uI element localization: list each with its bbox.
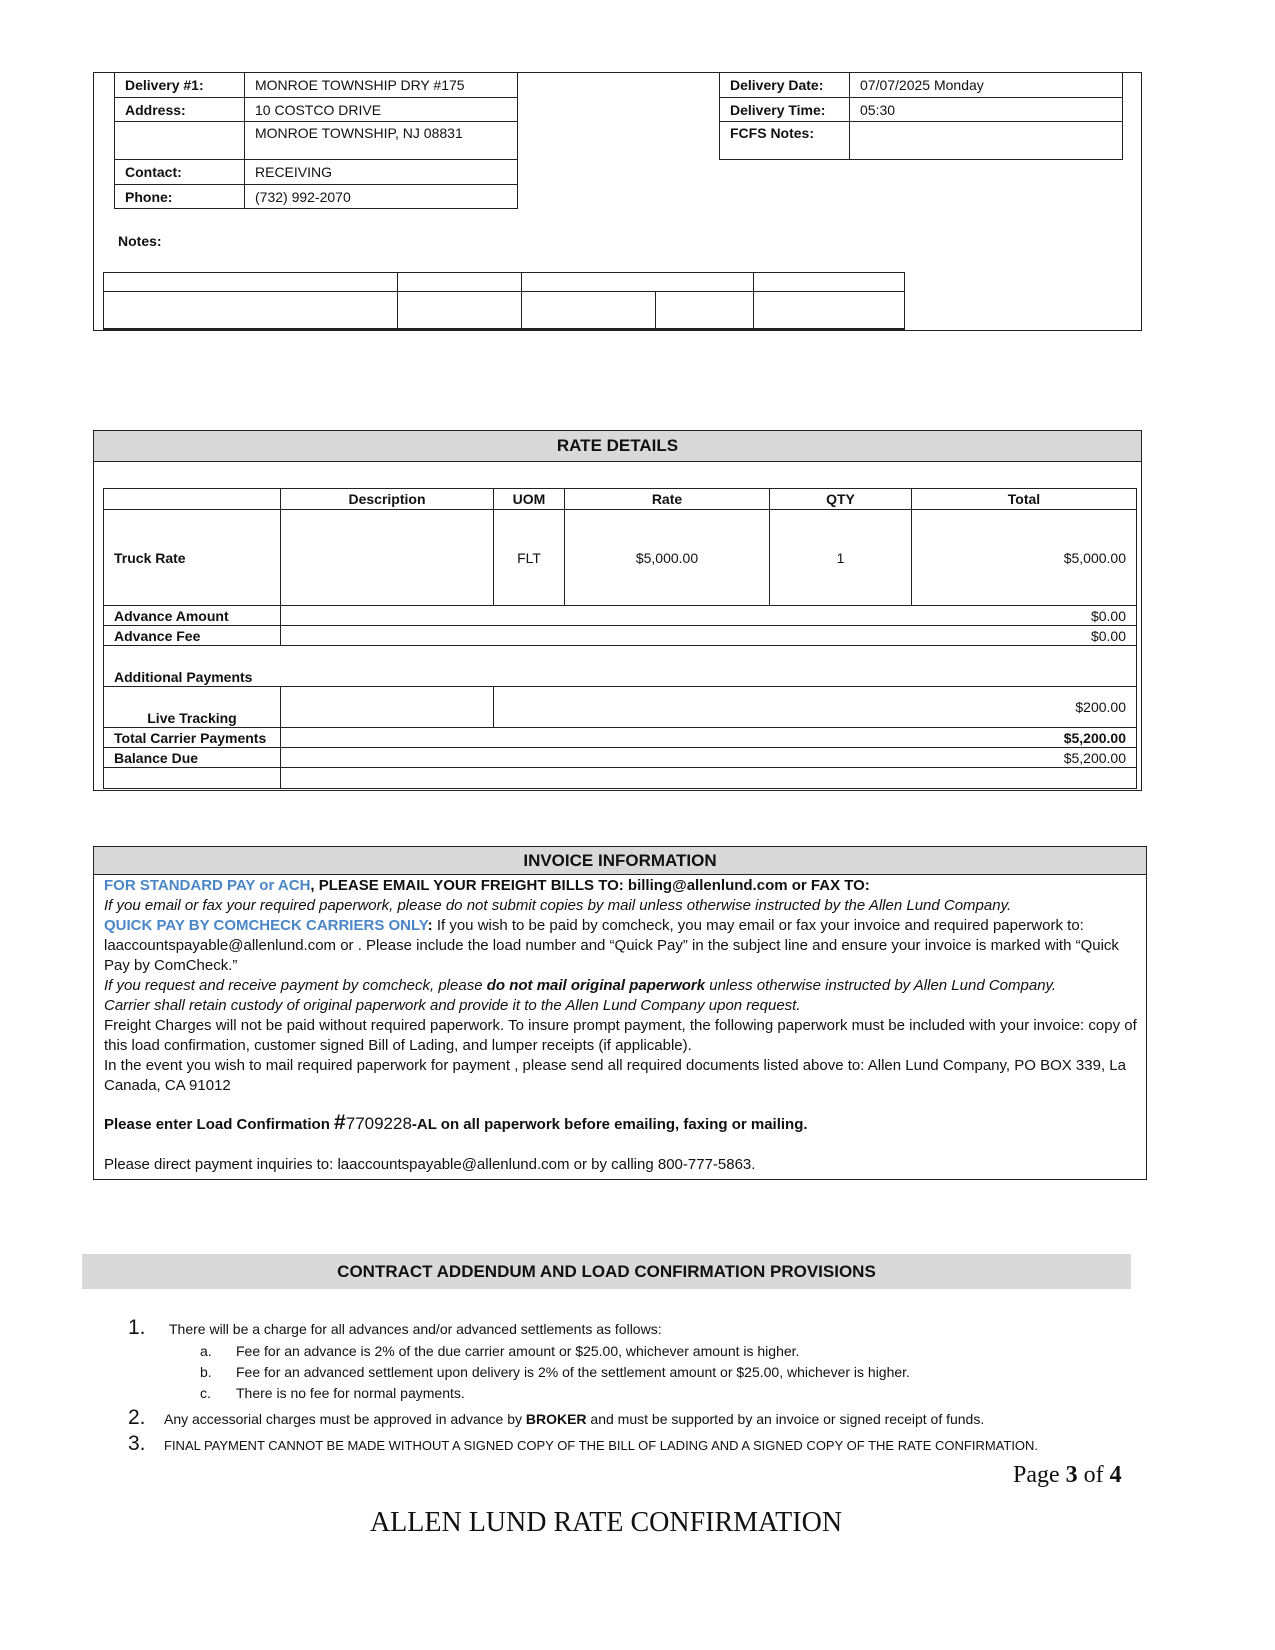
advance-amount-row — [104, 606, 1137, 626]
standard-pay-line — [104, 876, 1138, 896]
payment-inquiries: Please direct payment inquiries to: laaccountspayable@allenlund.com or by calling 800-777-5863. — [104, 1156, 756, 1173]
delivery-time-table — [719, 72, 1123, 160]
addendum-item-1-number: 1. — [128, 1316, 146, 1339]
phone-value: (732) 992-2070 — [245, 185, 518, 209]
addendum-subitem-b-letter: b. — [200, 1364, 212, 1380]
load-confirmation-number: 7709228 — [345, 1114, 412, 1133]
truck-rate-rate: $5,000.00 — [565, 510, 770, 606]
page-number: Page 3 of 4 — [1013, 1462, 1122, 1488]
address-label: Address: — [115, 98, 245, 122]
address-line2: MONROE TOWNSHIP, NJ 08831 — [245, 122, 518, 160]
delivery-label: Delivery #1: — [115, 73, 245, 98]
contact-label: Contact: — [115, 160, 245, 185]
contact-value: RECEIVING — [245, 160, 518, 185]
fcfs-notes-value — [850, 122, 1123, 160]
header-uom: UOM — [494, 489, 565, 510]
delivery-date-label: Delivery Date: — [720, 73, 850, 98]
freight-charges-note: Freight Charges will not be paid without required paperwork. To insure prompt payment, the following paperwork must be included with your invoice: copy of this load confirmation, customer signed Bill of Lading, and lumper receipts (if applicable). — [104, 1017, 1137, 1054]
additional-payments-label: Additional Payments — [104, 646, 1137, 687]
quick-pay-label: QUICK PAY BY COMCHECK CARRIERS ONLY — [104, 917, 428, 934]
header-qty: QTY — [770, 489, 912, 510]
address-line1: 10 COSTCO DRIVE — [245, 98, 518, 122]
phone-label: Phone: — [115, 185, 245, 209]
total-carrier-value: $5,200.00 — [281, 728, 1137, 748]
addendum-title: CONTRACT ADDENDUM AND LOAD CONFIRMATION PROVISIONS — [82, 1254, 1131, 1289]
advance-fee-value: $0.00 — [281, 626, 1137, 646]
advance-amount-label: Advance Amount — [104, 606, 281, 626]
rate-blank-row — [104, 768, 1137, 789]
invoice-title: INVOICE INFORMATION — [94, 847, 1146, 875]
custody-note: Carrier shall retain custody of original paperwork and provide it to the Allen Lund Company upon request. — [104, 997, 801, 1014]
addendum-item-2-text: Any accessorial charges must be approved in advance by BROKER and must be supported by an invoice or signed receipt of funds. — [164, 1411, 985, 1427]
fcfs-notes-label: FCFS Notes: — [720, 122, 850, 160]
reference-grid — [103, 272, 905, 330]
addendum-subitem-c-text: There is no fee for normal payments. — [236, 1385, 465, 1401]
balance-due-label: Balance Due — [104, 748, 281, 768]
header-rate: Rate — [565, 489, 770, 510]
balance-due-row — [104, 748, 1137, 768]
invoice-body — [104, 876, 1138, 1175]
standard-pay-label: FOR STANDARD PAY or ACH — [104, 877, 311, 894]
addendum-subitem-a-text: Fee for an advance is 2% of the due carrier amount or $25.00, whichever amount is higher. — [236, 1343, 800, 1359]
header-total: Total — [912, 489, 1137, 510]
delivery-time-label: Delivery Time: — [720, 98, 850, 122]
live-tracking-row — [104, 687, 1137, 728]
advance-fee-label: Advance Fee — [104, 626, 281, 646]
delivery-info-table — [114, 72, 518, 209]
truck-rate-qty: 1 — [770, 510, 912, 606]
delivery-date-value: 07/07/2025 Monday — [850, 73, 1123, 98]
balance-due-value: $5,200.00 — [281, 748, 1137, 768]
truck-rate-description — [281, 510, 494, 606]
addendum-subitem-a-letter: a. — [200, 1343, 212, 1359]
load-confirmation-note: Please enter Load Confirmation #7709228-AL on all paperwork before emailing, faxing or mailing. — [104, 1111, 808, 1134]
addendum-subitem-b-text: Fee for an advanced settlement upon delivery is 2% of the settlement amount or $25.00, whichever is higher. — [236, 1364, 910, 1380]
quick-pay-text: If you wish to be paid by comcheck, you may email or fax your invoice and required paperwork to: laaccountspayable@allenlund.com or . Please include the load number and “Quick Pay” in the subject line and ensure your invoice is marked with “Quick Pay by ComCheck.” — [104, 917, 1119, 974]
truck-rate-uom: FLT — [494, 510, 565, 606]
comcheck-note: If you request and receive payment by comcheck, please do not mail original paperwork unless otherwise instructed by Allen Lund Company. — [104, 977, 1057, 994]
addendum-item-3-text: FINAL PAYMENT CANNOT BE MADE WITHOUT A SIGNED COPY OF THE BILL OF LADING AND A SIGNED COPY OF THE RATE CONFIRMATION. — [164, 1438, 1039, 1453]
truck-rate-label: Truck Rate — [104, 510, 281, 606]
advance-amount-value: $0.00 — [281, 606, 1137, 626]
advance-fee-row — [104, 626, 1137, 646]
addendum-item-1-text: There will be a charge for all advances and/or advanced settlements as follows: — [169, 1321, 662, 1337]
address-label-blank — [115, 122, 245, 160]
rate-header-row — [104, 489, 1137, 510]
live-tracking-label: Live Tracking — [104, 687, 281, 728]
addendum-item-3-number: 3. — [128, 1432, 146, 1455]
truck-rate-total: $5,000.00 — [912, 510, 1137, 606]
live-tracking-value: $200.00 — [494, 687, 1137, 728]
header-description: Description — [281, 489, 494, 510]
truck-rate-row — [104, 510, 1137, 606]
rate-table — [103, 488, 1137, 789]
addendum-subitem-c-letter: c. — [200, 1385, 211, 1401]
email-fax-note: If you email or fax your required paperwork, please do not submit copies by mail unless otherwise instructed by the Allen Lund Company. — [104, 897, 1012, 914]
addendum-item-2-number: 2. — [128, 1406, 146, 1429]
notes-label: Notes: — [118, 233, 162, 249]
mail-instructions: In the event you wish to mail required paperwork for payment , please send all required documents listed above to: Allen Lund Company, PO BOX 339, La Canada, CA 91012 — [104, 1057, 1126, 1094]
delivery-time-value: 05:30 — [850, 98, 1123, 122]
standard-pay-text: , PLEASE EMAIL YOUR FREIGHT BILLS TO: billing@allenlund.com or FAX TO: — [310, 877, 870, 894]
total-carrier-label: Total Carrier Payments — [104, 728, 281, 748]
delivery-value: MONROE TOWNSHIP DRY #175 — [245, 73, 518, 98]
rate-details-title: RATE DETAILS — [94, 431, 1141, 462]
document-title: ALLEN LUND RATE CONFIRMATION — [369, 1507, 843, 1538]
total-carrier-row — [104, 728, 1137, 748]
additional-payments-row — [104, 646, 1137, 687]
quick-pay-paragraph: QUICK PAY BY COMCHECK CARRIERS ONLY: If you wish to be paid by comcheck, you may email or fax your invoice and required paperwork to: laaccountspayable@allenlund.com or . Please include the load number and “Quick Pay” in the subject line and ensure your invoice is marked with “Quick Pay by ComCheck.” — [104, 917, 1119, 974]
